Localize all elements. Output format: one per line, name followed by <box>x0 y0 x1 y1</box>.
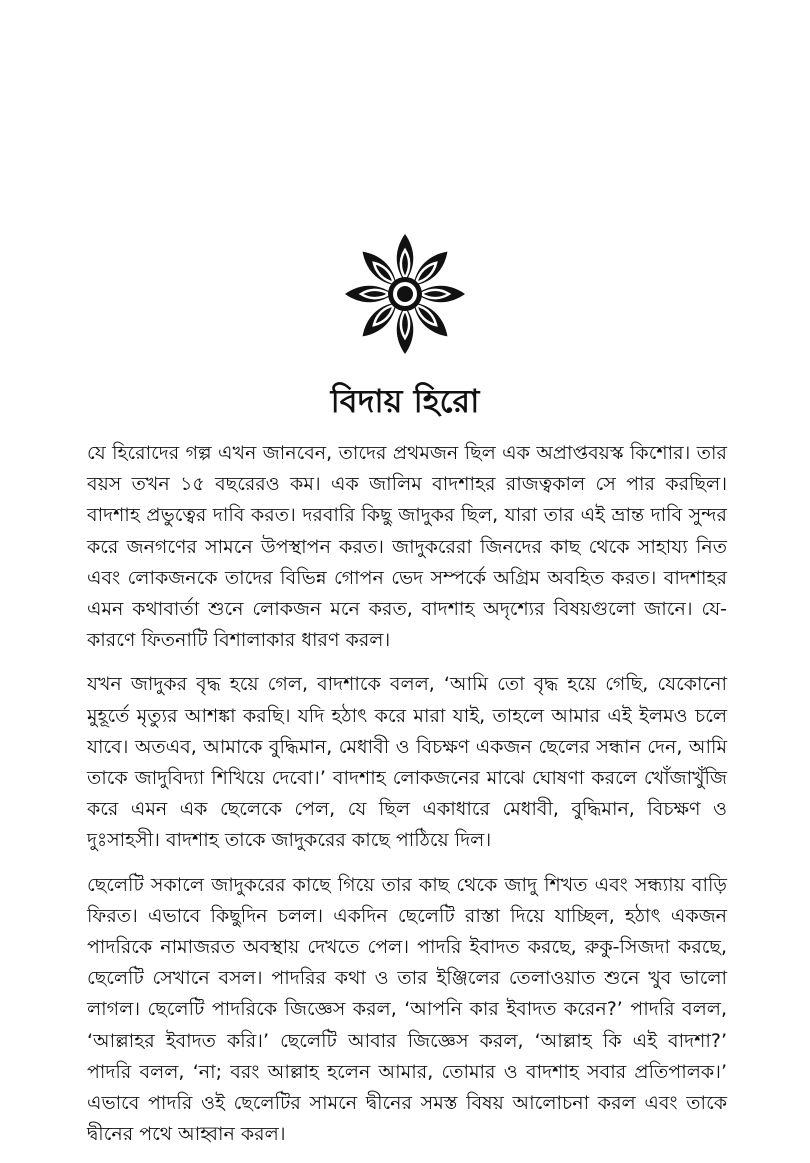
paragraph-2: যখন জাদুকর বৃদ্ধ হয়ে গেল, বাদশাকে বলল, ‘আমি তো বৃদ্ধ হয়ে গেছি, যেকোনো মুহূর্তে মৃত্যুর আশঙ্কা করছি। যদি হঠাৎ করে মারা যাই, তাহলে আমার এই ইলমও চলে যাবে। অতএব, আমাকে বুদ্ধিমান, মেধাবী ও বিচক্ষণ একজন ছেলের সন্ধান দেন, আমি তাকে জাদুবিদ্যা শিখিয়ে দেবো।’ বাদশাহ লোকজনের মাঝে ঘোষণা করলে খোঁজাখুঁজি করে এমন এক ছেলেকে পেল, যে ছিল একাধারে মেধাবী, বুদ্ধিমান, বিচক্ষণ ও দুঃসাহসী। বাদশাহ তাকে জাদুকরের কাছে পাঠিয়ে দিল। <box>87 673 727 852</box>
chapter-title: বিদায় হিরো <box>330 382 480 420</box>
paragraph-1: যে হিরোদের গল্প এখন জানবেন, তাদের প্রথমজন ছিল এক অপ্রাপ্তবয়স্ক কিশোর। তার বয়স তখন ১৫ বছরেরও কম। এক জালিম বাদশাহর রাজত্বকাল সে পার করছিল। বাদশাহ প্রভুত্বের দাবি করত। দরবারি কিছু জাদুকর ছিল, যারা তার এই ভ্রান্ত দাবি সুন্দর করে জনগণের সামনে উপস্থাপন করত। জাদুকরেরা জিনদের কাছ থেকে সাহায্য নিত এবং লোকজনকে তাদের বিভিন্ন গোপন ভেদ সম্পর্কে অগ্রিম অবহিত করত। বাদশাহর এমন কথাবার্তা শুনে লোকজন মনে করত, বাদশাহ অদৃশ্যের বিষয়গুলো জানে। যে-কারণে ফিতনাটি বিশালাকার ধারণ করল। <box>87 442 727 652</box>
flower-ornament-icon <box>340 232 470 356</box>
paragraph-3: ছেলেটি সকালে জাদুকরের কাছে গিয়ে তার কাছ থেকে জাদু শিখত এবং সন্ধ্যায় বাড়ি ফিরত। এভাবে কিছুদিন চলল। একদিন ছেলেটি রাস্তা দিয়ে যাচ্ছিল, হঠাৎ একজন পাদরিকে নামাজরত অবস্থায় দেখতে পেল। পাদরি ইবাদত করছে, রুকু-সিজদা করছে, ছেলেটি সেখানে বসল। পাদরির কথা ও তার ইঞ্জিলের তেলাওয়াত শুনে খুব ভালো লাগল। ছেলেটি পাদরিকে জিজ্ঞেস করল, ‘আপনি কার ইবাদত করেন?’ পাদরি বলল, ‘আল্লাহর ইবাদত করি।’ ছেলেটি আবার জিজ্ঞেস করল, ‘আল্লাহ কি এই বাদশা?’ পাদরি বলল, ‘না; বরং আল্লাহ হলেন আমার, তোমার ও বাদশাহ সবার প্রতিপালক।’ এভাবে পাদরি ওই ছেলেটির সামনে দ্বীনের সমস্ত বিষয় আলোচনা করল এবং তাকে দ্বীনের পথে আহ্বান করল। <box>87 873 727 1146</box>
chapter-body <box>87 438 727 1163</box>
